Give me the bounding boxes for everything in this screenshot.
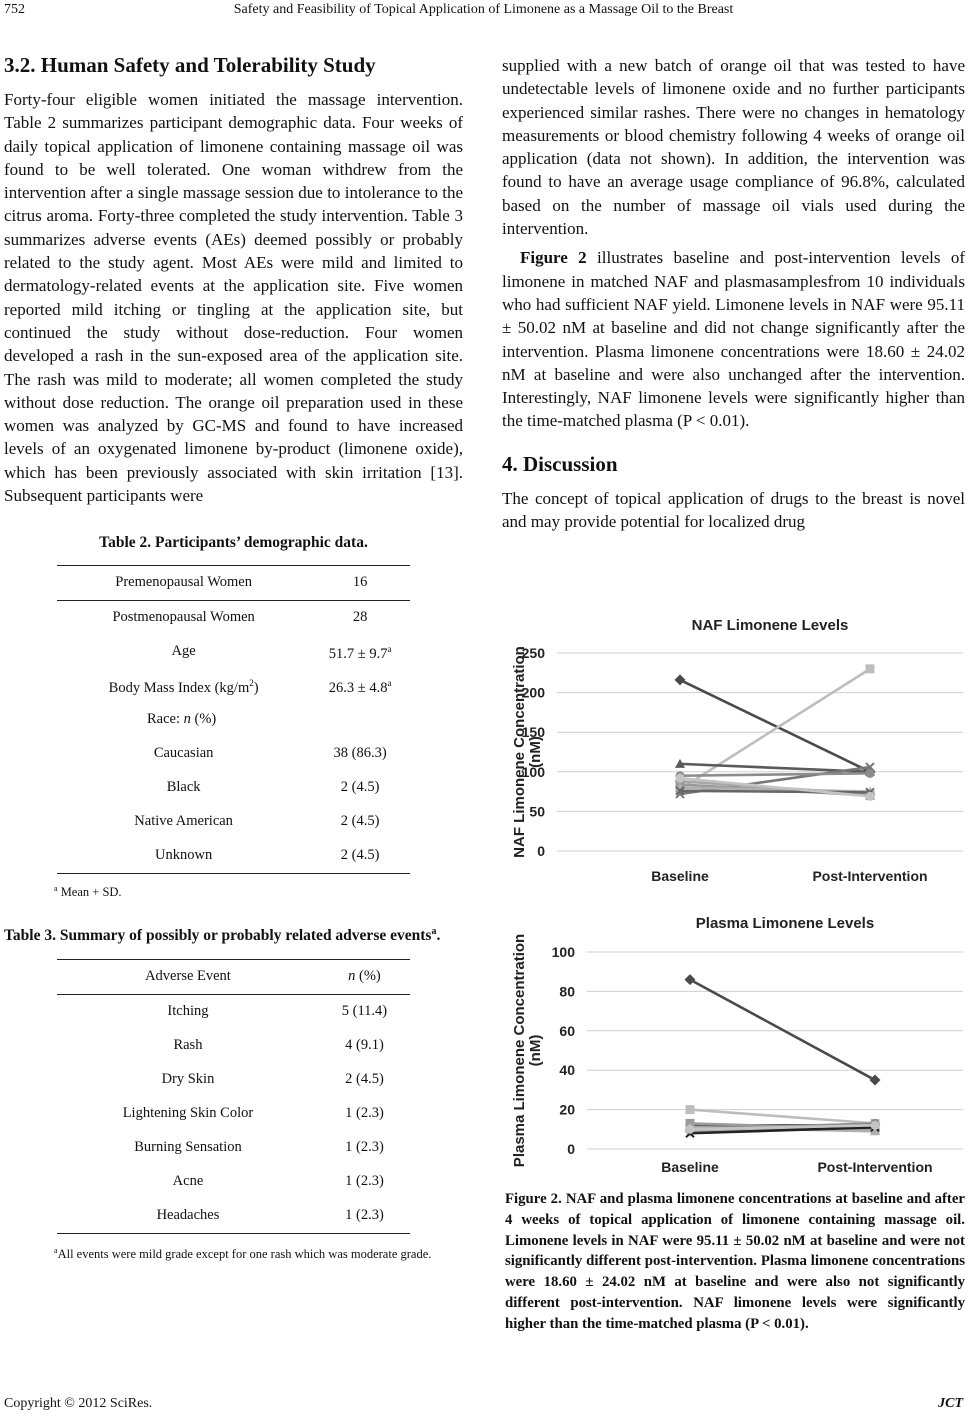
- table-cell: [310, 635, 410, 669]
- y-tick-label: 100: [551, 944, 575, 960]
- naf-limonene-chart: [500, 610, 967, 895]
- x-tick-label: Baseline: [661, 1159, 719, 1175]
- x-tick-label: Post-Intervention: [812, 868, 928, 884]
- table-cell: Black: [166, 778, 201, 795]
- table-row: [57, 994, 410, 1029]
- table-header-row: [57, 959, 410, 994]
- data-point: [870, 1075, 881, 1086]
- header-rest: (%): [355, 968, 381, 985]
- data-point: [866, 664, 875, 673]
- table-cell: 28: [352, 608, 368, 625]
- cell-italic: n: [183, 710, 191, 727]
- y-tick-label: 150: [521, 724, 545, 741]
- table-row: [57, 1029, 410, 1063]
- table-cell: Postmenopausal Women: [112, 608, 255, 625]
- table-cell: 1 (2.3): [319, 1199, 410, 1234]
- table-cell: Itching: [167, 1003, 209, 1020]
- cell-label-end: (%): [190, 710, 217, 727]
- table-row: [57, 805, 410, 839]
- y-tick-label: 200: [521, 684, 545, 701]
- table-row: [57, 737, 410, 771]
- body-paragraph: The concept of topical application of drugs to the breast is novel and may provide potential for localized drug: [502, 488, 965, 532]
- series-line: [690, 980, 875, 1080]
- table-row: [57, 839, 410, 874]
- data-point: [686, 1105, 695, 1114]
- table-cell: Lightening Skin Color: [122, 1105, 254, 1122]
- table-cell: 5 (11.4): [341, 1003, 388, 1020]
- footnote-text: All events were mild grade except for one rash which was moderate grade.: [57, 1247, 432, 1262]
- cell-label: Race:: [147, 710, 184, 727]
- table-cell: Age: [171, 642, 196, 659]
- table-cell: 2 (4.5): [310, 839, 410, 874]
- table-cell: [310, 669, 410, 703]
- table2: [57, 565, 410, 874]
- paragraph-text: illustrates baseline and post-intervention levels of limonene in matched NAF and plasmasamplesfrom 10 individuals who had sufficient NAF yield. Limonene levels in NAF were 95.11 ± 50.02 nM at baseline and did not change significantly after the intervention. Plasma limonene concentrations were 18.60 ± 24.02 nM at baseline and were also unchanged after the intervention. Interestingly, NAF limonene levels were significantly higher than the time-matched plasma (P < 0.01).: [502, 248, 965, 431]
- table-cell: 16: [310, 565, 410, 600]
- table-row: [57, 600, 410, 635]
- table3: [57, 959, 410, 1234]
- caption-superscript: a: [431, 925, 437, 937]
- table-cell: 2 (4.5): [340, 812, 380, 829]
- running-title: Safety and Feasibility of Topical Application of Limonene as a Massage Oil to the Breast: [233, 2, 734, 17]
- table-row: [57, 1165, 410, 1199]
- left-column: [4, 52, 463, 1263]
- table-cell: Premenopausal Women: [57, 565, 310, 600]
- table-cell: 4 (9.1): [345, 1037, 384, 1054]
- table-cell: [310, 703, 410, 737]
- footnote-mark: a: [54, 883, 58, 893]
- table-cell: 2 (4.5): [345, 1071, 384, 1088]
- table-cell: Rash: [173, 1037, 203, 1054]
- table3-caption: [4, 921, 463, 947]
- data-point: [866, 769, 875, 778]
- footnote-text: Mean + SD.: [57, 884, 122, 899]
- footnote-mark: a: [54, 1245, 58, 1255]
- cell-value: 51.7 ± 9.7: [328, 645, 388, 662]
- y-tick-label: 250: [521, 645, 545, 661]
- table-row: [57, 669, 410, 703]
- journal-abbrev: JCT: [938, 1396, 963, 1411]
- table-cell: 1 (2.3): [345, 1139, 384, 1156]
- column-header: [319, 959, 410, 994]
- y-tick-label: 20: [559, 1101, 575, 1118]
- table-cell: Caucasian: [153, 744, 214, 761]
- right-column: [502, 54, 965, 533]
- table-row: [57, 1131, 410, 1165]
- page-header: [0, 0, 967, 30]
- cell-value: 26.3 ± 4.8: [328, 679, 388, 696]
- table-cell: 2 (4.5): [340, 778, 380, 795]
- series-line: [680, 791, 870, 793]
- table-cell: Burning Sensation: [134, 1139, 242, 1156]
- table3-footnote: [54, 1242, 434, 1263]
- section-heading: 3.2. Human Safety and Tolerability Study: [4, 53, 376, 77]
- x-tick-label: Post-Intervention: [817, 1159, 933, 1175]
- data-point: [686, 1125, 695, 1134]
- table-cell: Unknown: [57, 839, 310, 874]
- cell-label: Body Mass Index (kg/m: [108, 679, 250, 696]
- y-axis-label-unit: (nM): [527, 736, 544, 768]
- table-cell: Native American: [134, 812, 233, 829]
- body-paragraph: supplied with a new batch of orange oil that was tested to have undetectable levels of limonene oxide and no further participants experienced similar rashes. There were no changes in hematology measurements or blood chemistry following 4 weeks of orange oil application (data not shown). In addition, the intervention was found to have an average usage compliance of 96.8%, calculated based on the number of massage oil vials used during the intervention.: [502, 56, 965, 239]
- caption-end: .: [436, 926, 441, 944]
- table-cell: Dry Skin: [161, 1071, 215, 1088]
- table-row: [57, 635, 410, 669]
- plasma-limonene-chart: [500, 908, 967, 1180]
- table-cell: [57, 669, 310, 703]
- data-point: [676, 774, 685, 783]
- y-tick-label: 0: [567, 1141, 575, 1157]
- data-point: [675, 674, 686, 685]
- series-line: [680, 773, 870, 775]
- data-point: [871, 1121, 880, 1130]
- y-axis-label: Plasma Limonene Concentration: [511, 933, 528, 1168]
- body-paragraph: [502, 246, 965, 432]
- y-tick-label: 60: [559, 1022, 575, 1039]
- data-point: [685, 974, 696, 985]
- y-tick-label: 50: [529, 803, 545, 820]
- table-row: [57, 565, 410, 600]
- caption-text: Table 3. Summary of possibly or probably related adverse events: [4, 926, 432, 944]
- chart-title: NAF Limonene Levels: [691, 617, 849, 634]
- figure2-caption: Figure 2. NAF and plasma limonene concentrations at baseline and after 4 weeks of topical application of limonene containing massage oil. Limonene levels in NAF were 95.11 ± 50.02 nM at baseline and were not significantly different post-intervention. Plasma limonene concentrations were 18.60 ± 24.02 nM at baseline and were also not significantly different post-intervention. NAF limonene levels were significantly higher than the time-matched plasma (P < 0.01).: [505, 1191, 965, 1332]
- body-paragraph: Forty-four eligible women initiated the massage intervention. Table 2 summarizes participant demographic data. Four weeks of daily topical application of limonene containing massage oil was found to be well tolerated. One woman withdrew from the intervention after a single massage session due to intolerance to the citrus aroma. Forty-three completed the study intervention. Table 3 summarizes adverse events (AEs) deemed possibly or probably related to the study agent. Most AEs were mild and limited to dermatology-related events at the application site. Five women reported mild itching or tingling at the application site, but continued the study without dose-reduction. Four women developed a rash in the sun-exposed area of the application site. The rash was mild to moderate; all women completed the study without dose reduction. The orange oil preparation used in these women was analyzed by GC-MS and found to have increased levels of an oxygenated limonene by-product (limonene oxide), which has been previously associated with skin irritation [13]. Subsequent participants were: [4, 90, 463, 506]
- y-axis-label: NAF Limonene Concentration: [511, 646, 528, 858]
- table-cell: Acne: [172, 1173, 204, 1190]
- page-number: 752: [4, 2, 25, 17]
- figure-reference: Figure 2: [520, 248, 587, 268]
- x-tick-label: Baseline: [651, 868, 709, 884]
- column-header: Adverse Event: [57, 959, 319, 994]
- y-tick-label: 40: [559, 1062, 575, 1079]
- table-cell: 38 (86.3): [333, 744, 387, 761]
- table-cell: 1 (2.3): [345, 1173, 384, 1190]
- y-tick-label: 0: [537, 843, 545, 859]
- table-row: [57, 1097, 410, 1131]
- cell-superscript: a: [387, 677, 392, 688]
- table-cell: 1 (2.3): [345, 1105, 384, 1122]
- y-axis-label-unit: (nM): [527, 1034, 544, 1067]
- chart-title: Plasma Limonene Levels: [695, 915, 875, 932]
- series-line: [690, 1110, 875, 1124]
- table2-footnote: [54, 880, 463, 901]
- cell-superscript: a: [387, 643, 392, 654]
- y-tick-label: 100: [521, 763, 545, 780]
- table-row: [57, 703, 410, 737]
- page-footer: [4, 1396, 963, 1412]
- data-point: [866, 792, 875, 801]
- table-cell: Headaches: [57, 1199, 319, 1234]
- table-cell: [57, 703, 310, 737]
- table-row: [57, 1199, 410, 1234]
- table-row: [57, 771, 410, 805]
- cell-label-end: ): [253, 679, 259, 696]
- table2-caption: Table 2. Participants’ demographic data.: [99, 534, 368, 552]
- table-row: [57, 1063, 410, 1097]
- header-italic: n: [348, 968, 356, 985]
- copyright: Copyright © 2012 SciRes.: [4, 1396, 153, 1411]
- section-heading: 4. Discussion: [502, 451, 618, 476]
- cell-superscript: 2: [249, 677, 254, 688]
- y-tick-label: 80: [559, 983, 575, 1000]
- series-line: [680, 680, 870, 772]
